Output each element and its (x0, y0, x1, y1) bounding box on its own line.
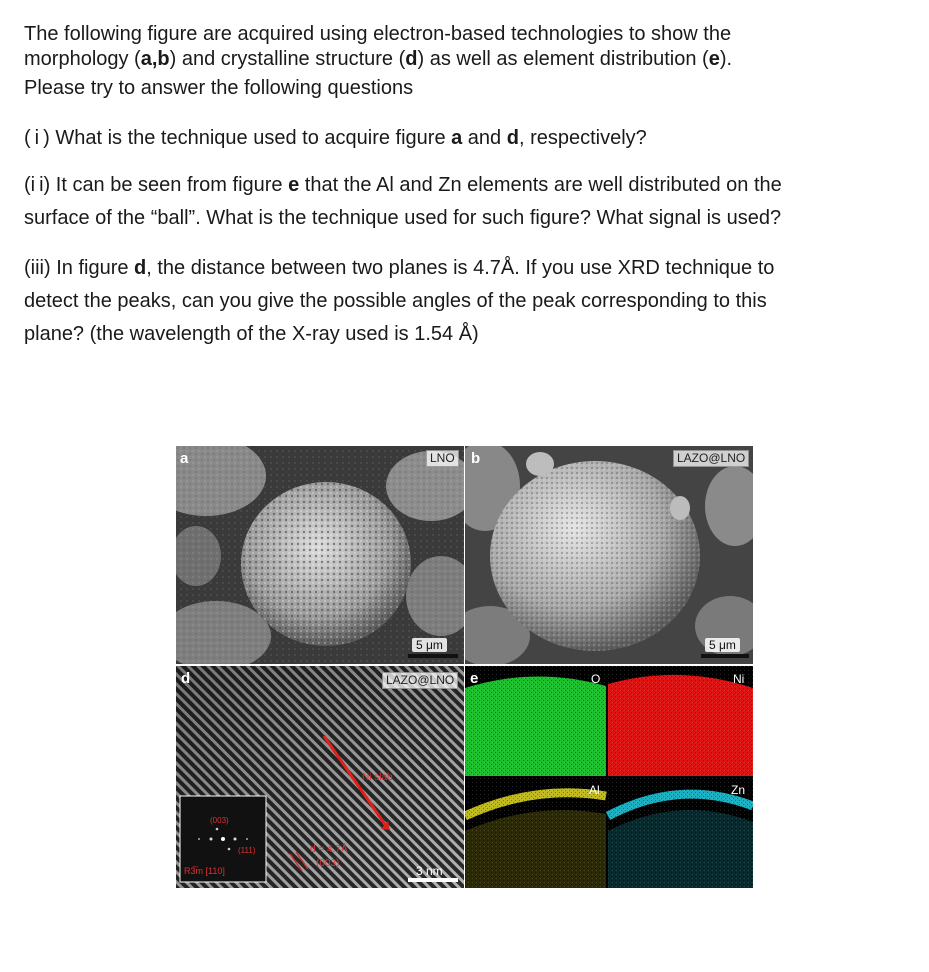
intro-bold: e (708, 48, 720, 70)
panel-b-scale-label: 5 μm (705, 638, 740, 652)
panel-b-scale-bar (701, 654, 749, 658)
panel-d-tem-image (176, 666, 464, 888)
intro-line-3: Please try to answer the following questions (24, 77, 414, 99)
panel-b-sem-image (465, 446, 753, 664)
panel-e-map-pictures (465, 666, 753, 888)
q1-bold: d (506, 127, 519, 149)
q1-text: ( i ) What is the technique used to acquire figure (24, 127, 452, 149)
panel-a-sem-image (176, 446, 464, 664)
question-1 (24, 122, 647, 155)
intro-bold: d (405, 48, 418, 70)
panel-d-inset-plane1: (003) (210, 816, 229, 825)
question-3-line-3: plane? (the wavelength of the X-ray used is 1.54 Å) (24, 323, 479, 345)
intro-bold: a,b (140, 48, 170, 70)
panel-a-tag: LNO (426, 450, 459, 467)
question-2-line-1 (24, 169, 782, 202)
q1-text: and (462, 127, 507, 149)
panel-b-tag: LAZO@LNO (673, 450, 749, 467)
question-3-line-2: detect the peaks, can you give the possible angles of the peak corresponding to this (24, 290, 767, 312)
q3-text: (iii) In figure (24, 257, 135, 279)
figure-composite (176, 446, 753, 888)
map-label-zn: Zn (731, 783, 746, 797)
intro-line-1: The following figure are acquired using electron-based technologies to show the (24, 23, 732, 45)
panel-b-label: b (471, 450, 481, 467)
panel-d-inset-plane2: (111) (238, 846, 256, 855)
intro-text: ) as well as element distribution ( (417, 48, 709, 70)
q3-bold: d (134, 257, 147, 279)
panel-d-annotation: Ni slab (362, 772, 393, 783)
panel-d-label: d (181, 670, 191, 687)
question-2-line-2: surface of the “ball”. What is the technique used for such figure? What signal is used? (24, 207, 782, 229)
panel-d-plane: (003) (316, 858, 340, 869)
map-label-al: Al (589, 783, 600, 797)
panel-d-tag: LAZO@LNO (382, 672, 458, 689)
panel-a-scale-bar (408, 654, 458, 658)
panel-a-scale-label: 5 μm (412, 638, 447, 652)
panel-d-inset-axis: R3̅m [110] (184, 866, 225, 876)
panel-d-dspacing: d = 4.7Å (310, 844, 348, 855)
map-label-o: O (591, 672, 601, 686)
intro-text: morphology ( (24, 48, 141, 70)
panel-d-scale-bar (408, 878, 458, 882)
q2-text: that the Al and Zn elements are well distributed on the (299, 174, 782, 196)
panel-a-sem-picture (176, 446, 464, 664)
map-label-ni: Ni (733, 672, 745, 686)
panel-e-eds-maps (465, 666, 753, 888)
intro-text: ). (719, 48, 733, 70)
panel-e-label: e (470, 670, 479, 687)
q2-text: (i i) It can be seen from figure (24, 174, 289, 196)
panel-a-label: a (180, 450, 189, 467)
panel-d-scale-label: 3 nm (416, 864, 443, 878)
panel-b-sem-picture (465, 446, 753, 664)
intro-line-2 (24, 46, 732, 73)
question-3-line-1 (24, 252, 774, 285)
intro-text: ) and crystalline structure ( (169, 48, 406, 70)
q1-bold: a (451, 127, 463, 149)
q3-text: , the distance between two planes is 4.7Å. If you use XRD technique to (146, 257, 775, 279)
q1-text: , respectively? (518, 127, 647, 149)
q2-bold: e (288, 174, 300, 196)
